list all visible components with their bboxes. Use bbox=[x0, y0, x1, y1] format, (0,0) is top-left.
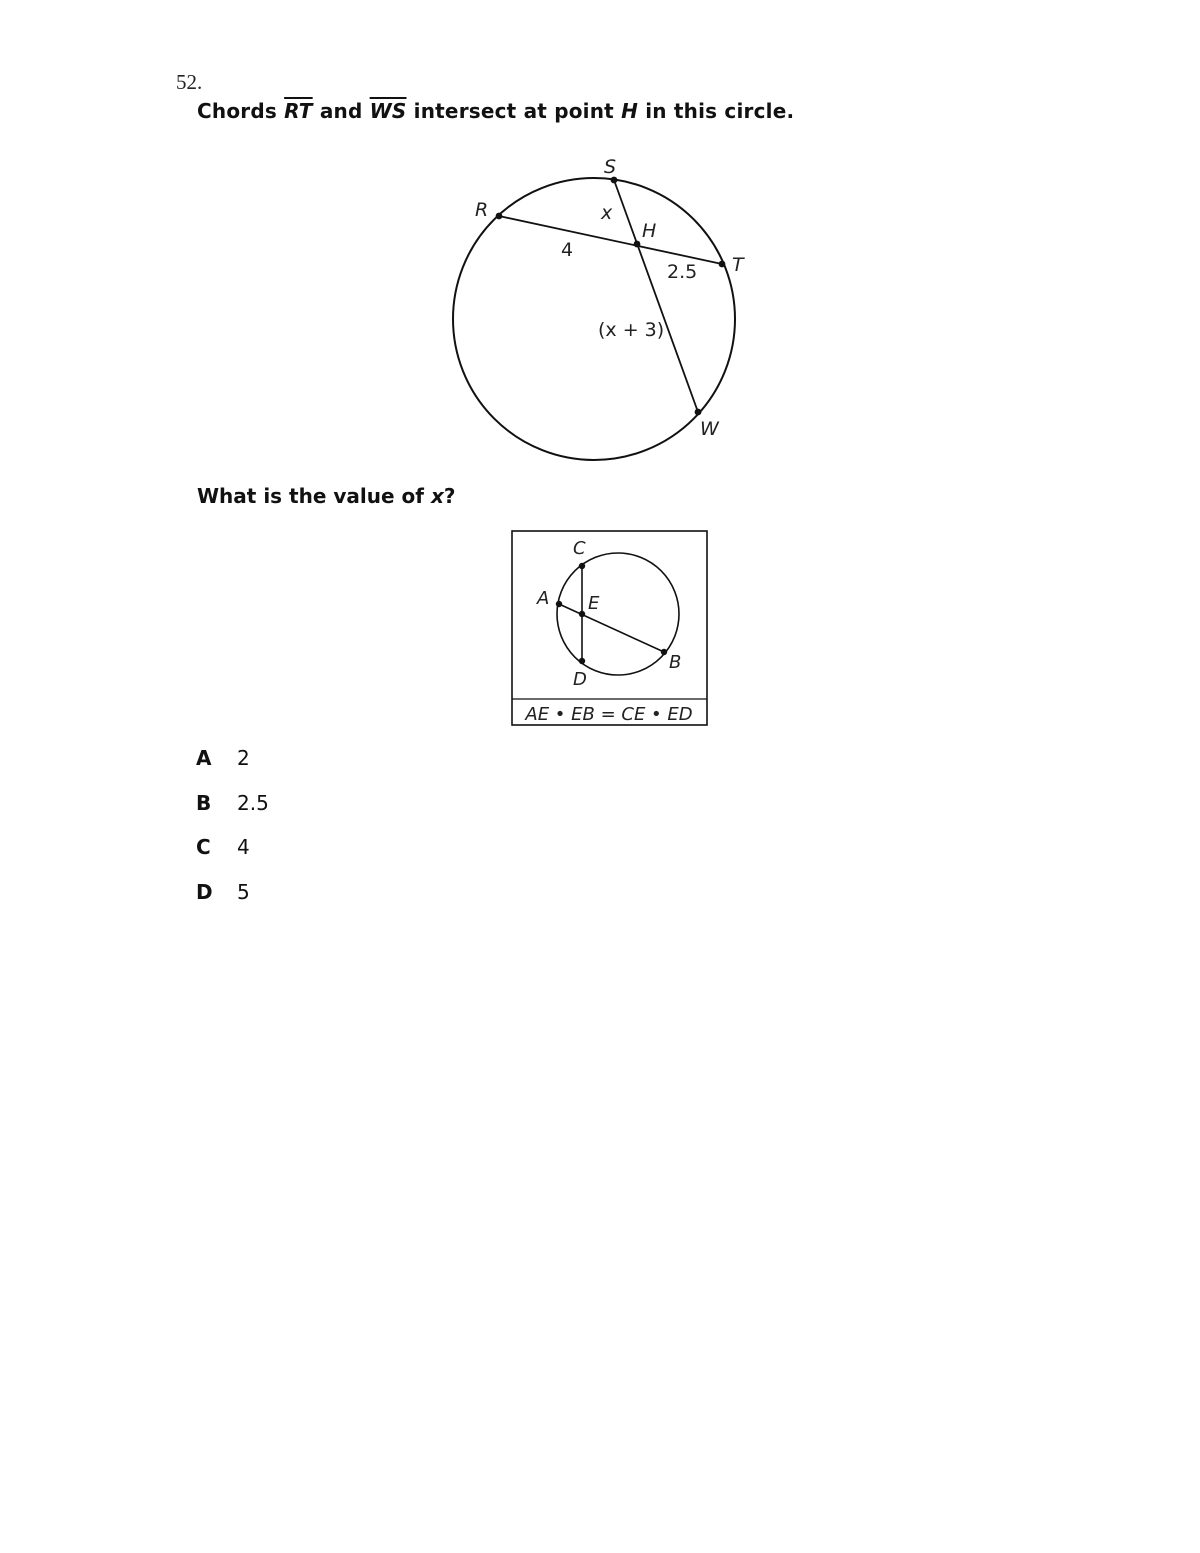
choice-a[interactable] bbox=[196, 746, 269, 791]
choice-b[interactable] bbox=[196, 791, 269, 836]
label-d: D bbox=[573, 669, 587, 690]
label-s: S bbox=[604, 156, 617, 178]
stem-suffix: in this circle. bbox=[638, 99, 795, 123]
label-e: E bbox=[588, 593, 600, 614]
choice-d[interactable] bbox=[196, 880, 269, 925]
label-t: T bbox=[732, 254, 744, 276]
choice-d-letter: D bbox=[196, 879, 213, 904]
point-a-dot bbox=[556, 601, 562, 607]
label-a: A bbox=[537, 588, 550, 609]
prompt-suffix: ? bbox=[443, 484, 456, 508]
label-hw-x-plus-3: (x + 3) bbox=[598, 319, 665, 341]
label-sh-x: x bbox=[601, 202, 613, 224]
choice-a-value: 2 bbox=[237, 746, 250, 770]
answer-choices bbox=[196, 746, 269, 924]
label-h: H bbox=[642, 220, 657, 242]
chord-rt-label: $\overline{RT}$ bbox=[284, 99, 313, 123]
reference-circle bbox=[557, 553, 682, 675]
point-w-dot bbox=[695, 409, 702, 416]
main-circle bbox=[453, 178, 735, 460]
label-w: W bbox=[700, 418, 719, 440]
choice-c-value: 4 bbox=[237, 835, 250, 859]
point-r-dot bbox=[496, 213, 503, 220]
chord-ws-label: $\overline{WS}$ bbox=[369, 99, 407, 123]
stem-point-label: H bbox=[621, 99, 639, 123]
stem-middle: and bbox=[312, 99, 370, 123]
circle-chords-diagram bbox=[445, 148, 755, 468]
label-b: B bbox=[669, 652, 682, 673]
stem-before-point: intersect at point bbox=[406, 99, 622, 123]
reference-formula: AE • EB = CE • ED bbox=[525, 704, 693, 725]
choice-c[interactable] bbox=[196, 835, 269, 880]
choice-b-letter: B bbox=[196, 790, 212, 815]
point-b-dot bbox=[661, 649, 667, 655]
point-e-dot bbox=[579, 611, 585, 617]
label-rh-4: 4 bbox=[561, 239, 574, 261]
reference-diagram bbox=[510, 530, 710, 730]
point-t-dot bbox=[719, 261, 726, 268]
question-prompt bbox=[197, 484, 455, 508]
choice-b-value: 2.5 bbox=[237, 790, 269, 815]
point-c-dot bbox=[579, 563, 585, 569]
question-stem bbox=[197, 99, 794, 123]
point-d-dot bbox=[579, 658, 585, 664]
choice-c-letter: C bbox=[196, 835, 211, 859]
chord-ab bbox=[559, 604, 664, 652]
point-h-dot bbox=[634, 241, 641, 248]
label-r: R bbox=[475, 199, 489, 221]
prompt-prefix: What is the value of bbox=[197, 484, 431, 508]
question-number: 52. bbox=[176, 70, 203, 94]
chord-ws bbox=[614, 180, 698, 412]
choice-d-value: 5 bbox=[237, 879, 250, 904]
label-c: C bbox=[573, 538, 586, 559]
prompt-variable: x bbox=[430, 484, 444, 508]
choice-a-letter: A bbox=[196, 746, 212, 770]
label-ht-2-5: 2.5 bbox=[667, 261, 698, 283]
stem-prefix: Chords bbox=[197, 99, 285, 123]
